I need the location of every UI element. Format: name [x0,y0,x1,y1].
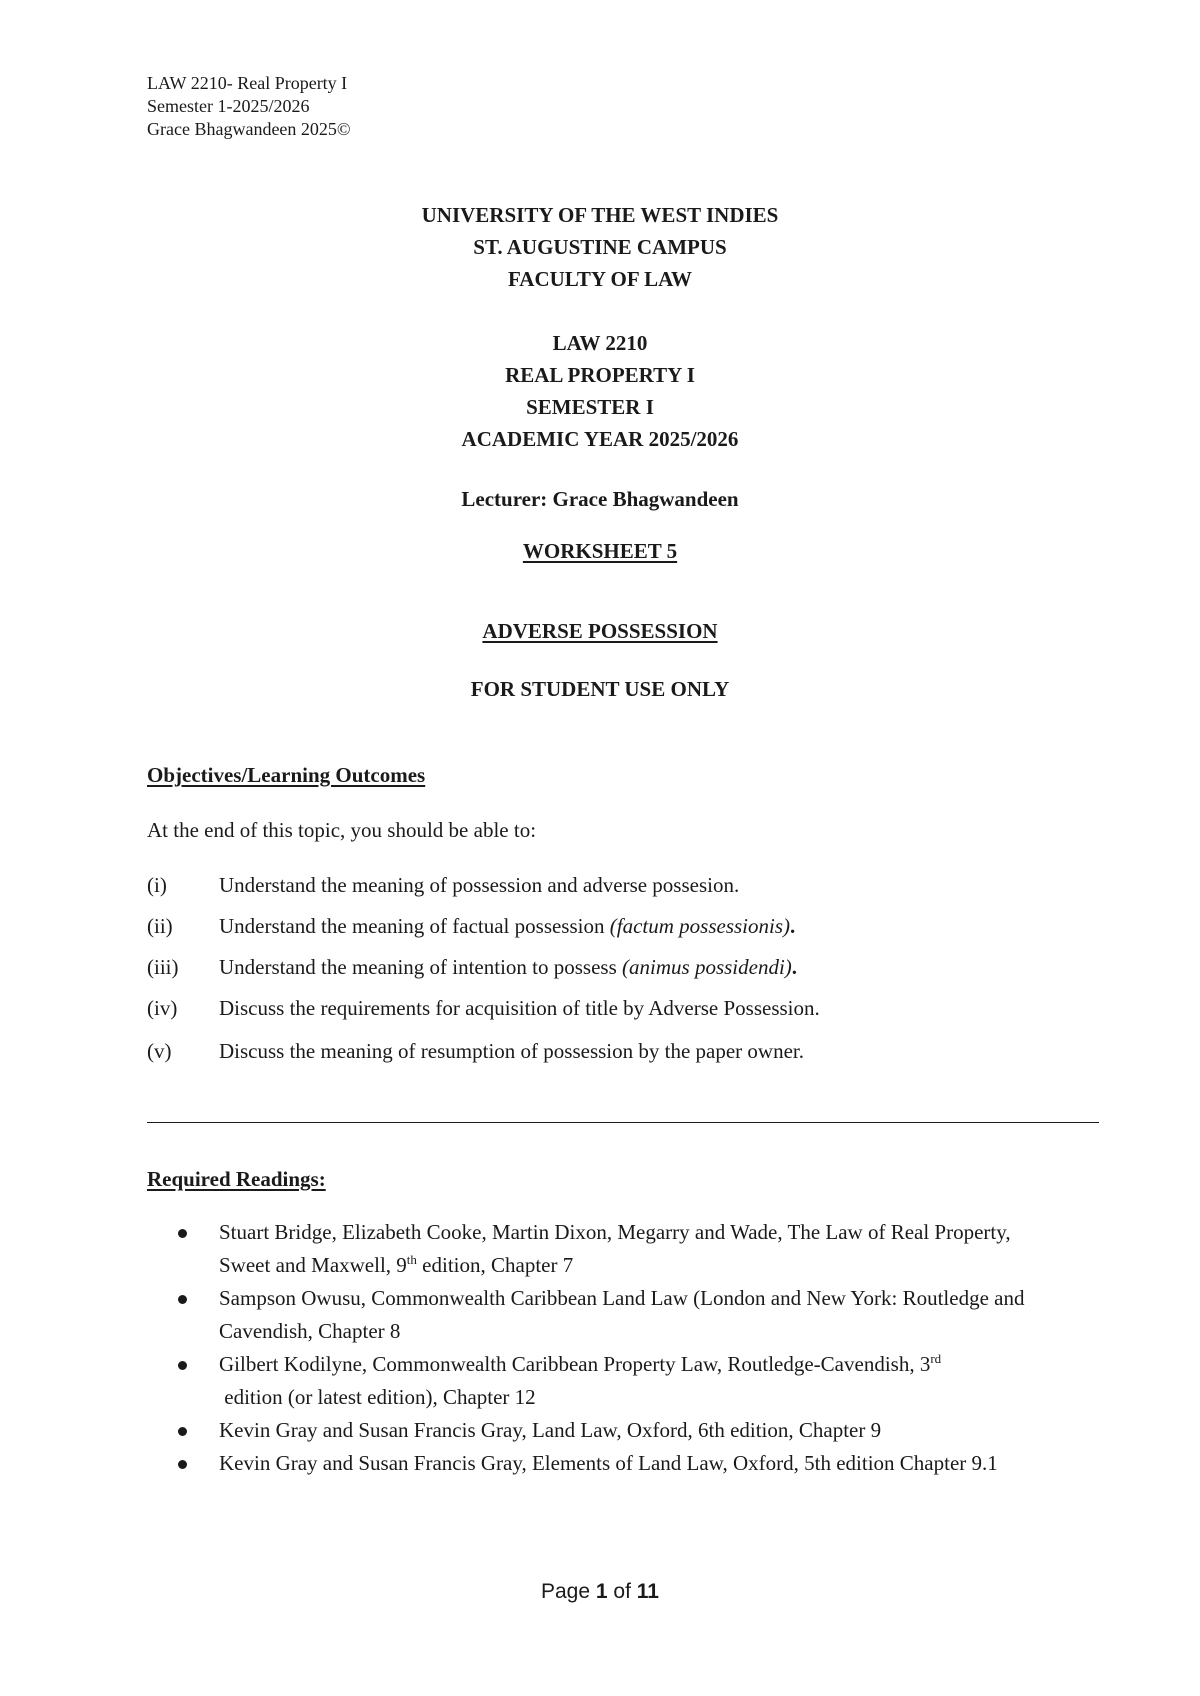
objective-text [219,873,739,898]
objective-number: (iv) [147,996,178,1020]
header-course-line: LAW 2210- Real Property I [147,73,348,93]
worksheet-wrapper [0,539,1200,564]
reading-text-main: Sampson Owusu, Commonwealth Caribbean Land Law (London and New York: Routledge and Cavendish, Chapter 8 [219,1286,1025,1343]
reading-text-main: Kevin Gray and Susan Francis Gray, Elements of Land Law, Oxford, 5th edition Chapter 9.1 [219,1451,998,1475]
bullet-icon [178,1460,187,1469]
objective-text-main: Discuss the meaning of resumption of possession by the paper owner. [219,1039,804,1063]
bullet-icon [178,1229,187,1238]
objective-text [219,955,797,980]
objective-latin-term: (animus possidendi) [622,955,792,979]
reading-superscript: rd [930,1351,942,1366]
bullet-icon [178,1295,187,1304]
academic-year: ACADEMIC YEAR 2025/2026 [461,427,739,451]
objective-latin-term: (factum possessionis) [609,914,790,938]
objective-number: (v) [147,1039,172,1063]
objective-number: (i) [147,873,167,897]
objective-end: . [791,955,798,979]
objective-text-main: Understand the meaning of possession and adverse possesion. [219,873,740,897]
objective-text-main: Understand the meaning of intention to possess [219,955,623,979]
bullet-icon [178,1361,187,1370]
footer-total-pages: 11 [636,1580,659,1603]
objective-text [219,1039,804,1064]
reading-text [219,1348,1049,1414]
objectives-intro: At the end of this topic, you should be able to: [147,818,537,842]
bullet-icon [178,1427,187,1436]
reading-text-main: Gilbert Kodilyne, Commonwealth Caribbean Property Law, Routledge-Cavendish, 3 [219,1352,931,1376]
reading-text-tail: edition, Chapter 7 [416,1253,574,1277]
footer-current-page: 1 [595,1580,608,1603]
footer-page-word: Page [541,1580,591,1603]
reading-text-main: Kevin Gray and Susan Francis Gray, Land Law, Oxford, 6th edition, Chapter 9 [219,1418,882,1442]
course-name: REAL PROPERTY I [505,363,695,387]
faculty-title: FACULTY OF LAW [508,267,692,291]
objectives-heading: Objectives/Learning Outcomes [147,763,426,787]
reading-superscript: th [406,1252,417,1267]
student-use-notice: FOR STUDENT USE ONLY [470,677,730,701]
worksheet-title: WORKSHEET 5 [522,539,678,563]
objective-text-main: Understand the meaning of factual possession [219,914,610,938]
campus-title: ST. AUGUSTINE CAMPUS [473,235,727,259]
reading-text [219,1414,1049,1447]
objective-text [219,914,795,939]
header-copyright-line: Grace Bhagwandeen 2025© [147,119,351,139]
section-divider [147,1122,1099,1123]
reading-text [219,1216,1049,1282]
course-code: LAW 2210 [552,331,648,355]
page-number-footer [0,1580,1200,1604]
header-semester-line: Semester 1-2025/2026 [147,96,310,116]
objective-number: (ii) [147,914,173,938]
topic-title: ADVERSE POSSESSION [482,619,718,643]
semester-title: SEMESTER I [526,395,654,419]
reading-text [219,1447,1049,1480]
reading-text [219,1282,1049,1348]
readings-heading: Required Readings: [147,1167,326,1191]
objective-end: . [790,914,796,938]
objective-number: (iii) [147,955,179,979]
topic-wrapper [0,619,1200,644]
footer-of-word: of [613,1580,631,1603]
objective-text-main: Discuss the requirements for acquisition of title by Adverse Possession. [219,996,820,1020]
reading-text-tail: edition (or latest edition), Chapter 12 [219,1385,536,1409]
running-header [147,72,351,141]
lecturer-name: Lecturer: Grace Bhagwandeen [461,487,739,511]
university-title: UNIVERSITY OF THE WEST INDIES [421,203,779,227]
reading-text-main: Stuart Bridge, Elizabeth Cooke, Martin Dixon, Megarry and Wade, The Law of Real Property, Sweet and Maxwell, 9 [219,1220,1011,1277]
objective-text [219,996,820,1021]
